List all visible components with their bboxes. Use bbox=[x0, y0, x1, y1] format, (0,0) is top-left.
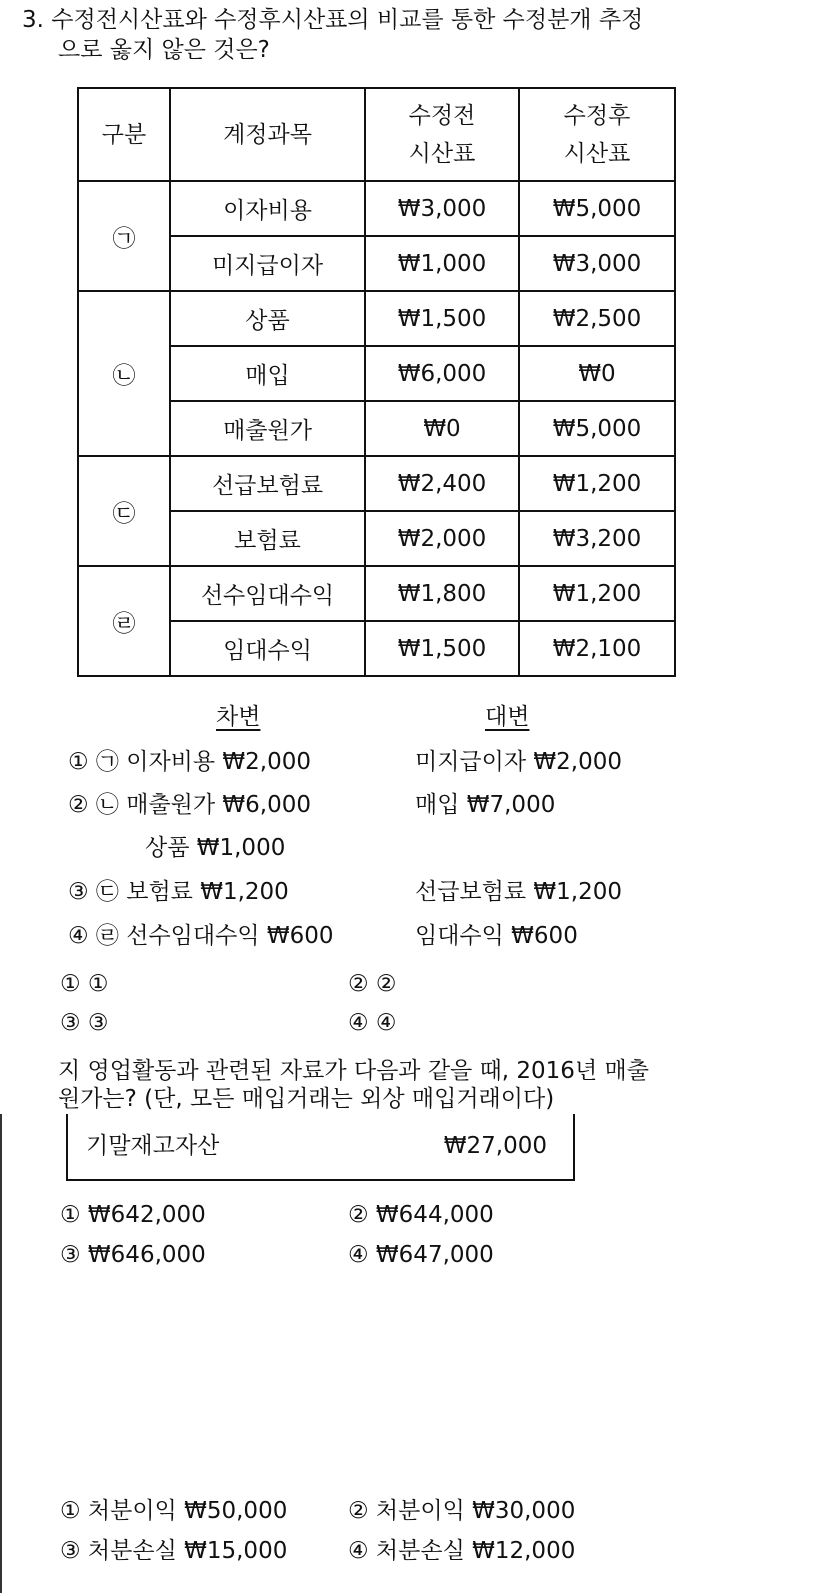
before-amount: ₩2,400 bbox=[365, 456, 519, 511]
account-name: 매출원가 bbox=[170, 401, 365, 456]
header-text: 시산표 bbox=[408, 140, 476, 167]
entry-4-credit: 임대수익 ₩600 bbox=[415, 923, 578, 949]
debit-header: 차변 bbox=[216, 704, 261, 730]
after-amount: ₩3,200 bbox=[519, 511, 675, 566]
entry-2-debit: ② ㉡ 매출원가 ₩6,000 bbox=[68, 792, 312, 818]
entry-4-debit: ④ ㉣ 선수임대수익 ₩600 bbox=[68, 923, 334, 949]
q3-choice-4[interactable]: ④ ④ bbox=[348, 1010, 397, 1036]
box-label: 기말재고자산 bbox=[86, 1133, 220, 1159]
group-mark: ㉠ bbox=[78, 181, 170, 291]
after-amount: ₩5,000 bbox=[519, 401, 675, 456]
account-name: 매입 bbox=[170, 346, 365, 401]
page-margin-line bbox=[0, 1110, 2, 1593]
after-amount: ₩1,200 bbox=[519, 456, 675, 511]
account-name: 미지급이자 bbox=[170, 236, 365, 291]
group-mark: ㉡ bbox=[78, 291, 170, 456]
q3-choice-1[interactable]: ① ① bbox=[60, 971, 109, 997]
data-box bbox=[66, 1112, 575, 1181]
table-header-cell bbox=[78, 88, 170, 181]
table-row bbox=[78, 456, 675, 511]
after-amount: ₩2,500 bbox=[519, 291, 675, 346]
header-text: 구분 bbox=[101, 121, 147, 148]
header-text: 시산표 bbox=[563, 140, 631, 167]
before-amount: ₩1,800 bbox=[365, 566, 519, 621]
header-text: 계정과목 bbox=[223, 121, 312, 148]
account-name: 선수임대수익 bbox=[170, 566, 365, 621]
q5-choice-1[interactable]: ① 처분이익 ₩50,000 bbox=[60, 1498, 288, 1524]
after-amount: ₩0 bbox=[519, 346, 675, 401]
table-header-cell bbox=[519, 88, 675, 181]
after-amount: ₩3,000 bbox=[519, 236, 675, 291]
entry-3-debit: ③ ㉢ 보험료 ₩1,200 bbox=[68, 879, 289, 905]
table-row bbox=[78, 566, 675, 621]
q4-choice-4[interactable]: ④ ₩647,000 bbox=[348, 1242, 494, 1268]
account-name: 상품 bbox=[170, 291, 365, 346]
q5-choice-4[interactable]: ④ 처분손실 ₩12,000 bbox=[348, 1538, 576, 1564]
account-name: 보험료 bbox=[170, 511, 365, 566]
after-amount: ₩5,000 bbox=[519, 181, 675, 236]
q5-choice-3[interactable]: ③ 처분손실 ₩15,000 bbox=[60, 1538, 288, 1564]
q4-choice-3[interactable]: ③ ₩646,000 bbox=[60, 1242, 206, 1268]
q4-choice-1[interactable]: ① ₩642,000 bbox=[60, 1202, 206, 1228]
before-amount: ₩3,000 bbox=[365, 181, 519, 236]
table-row bbox=[78, 291, 675, 346]
q4-choice-2[interactable]: ② ₩644,000 bbox=[348, 1202, 494, 1228]
entry-1-credit: 미지급이자 ₩2,000 bbox=[415, 749, 622, 775]
group-mark: ㉢ bbox=[78, 456, 170, 566]
question-3-text: 3. 수정전시산표와 수정후시산표의 비교를 통한 수정분개 추정 bbox=[22, 7, 644, 33]
question-3-text-cont: 으로 옳지 않은 것은? bbox=[58, 37, 270, 63]
entry-3-credit: 선급보험료 ₩1,200 bbox=[415, 879, 622, 905]
before-amount: ₩2,000 bbox=[365, 511, 519, 566]
box-value: ₩27,000 bbox=[443, 1133, 547, 1159]
before-amount: ₩6,000 bbox=[365, 346, 519, 401]
table-header-cell bbox=[365, 88, 519, 181]
q3-choice-2[interactable]: ② ② bbox=[348, 971, 397, 997]
before-amount: ₩1,000 bbox=[365, 236, 519, 291]
q3-choice-3[interactable]: ③ ③ bbox=[60, 1010, 109, 1036]
before-amount: ₩0 bbox=[365, 401, 519, 456]
credit-header: 대변 bbox=[485, 704, 530, 730]
header-text: 수정전 bbox=[408, 102, 476, 129]
after-amount: ₩1,200 bbox=[519, 566, 675, 621]
table-row bbox=[78, 181, 675, 236]
before-amount: ₩1,500 bbox=[365, 291, 519, 346]
question-4-text: 지 영업활동과 관련된 자료가 다음과 같을 때, 2016년 매출 bbox=[58, 1058, 649, 1084]
entry-1-debit: ① ㉠ 이자비용 ₩2,000 bbox=[68, 749, 312, 775]
header-text: 수정후 bbox=[563, 102, 631, 129]
q5-choice-2[interactable]: ② 처분이익 ₩30,000 bbox=[348, 1498, 576, 1524]
account-name: 임대수익 bbox=[170, 621, 365, 676]
account-name: 이자비용 bbox=[170, 181, 365, 236]
account-name: 선급보험료 bbox=[170, 456, 365, 511]
group-mark: ㉣ bbox=[78, 566, 170, 676]
entry-2-credit: 매입 ₩7,000 bbox=[415, 792, 556, 818]
before-amount: ₩1,500 bbox=[365, 621, 519, 676]
table-header-cell bbox=[170, 88, 365, 181]
trial-balance-table bbox=[77, 87, 676, 677]
question-4-text-cont: 원가는? (단, 모든 매입거래는 외상 매입거래이다) bbox=[58, 1086, 555, 1112]
entry-2-debit-cont: 상품 ₩1,000 bbox=[145, 835, 286, 861]
after-amount: ₩2,100 bbox=[519, 621, 675, 676]
